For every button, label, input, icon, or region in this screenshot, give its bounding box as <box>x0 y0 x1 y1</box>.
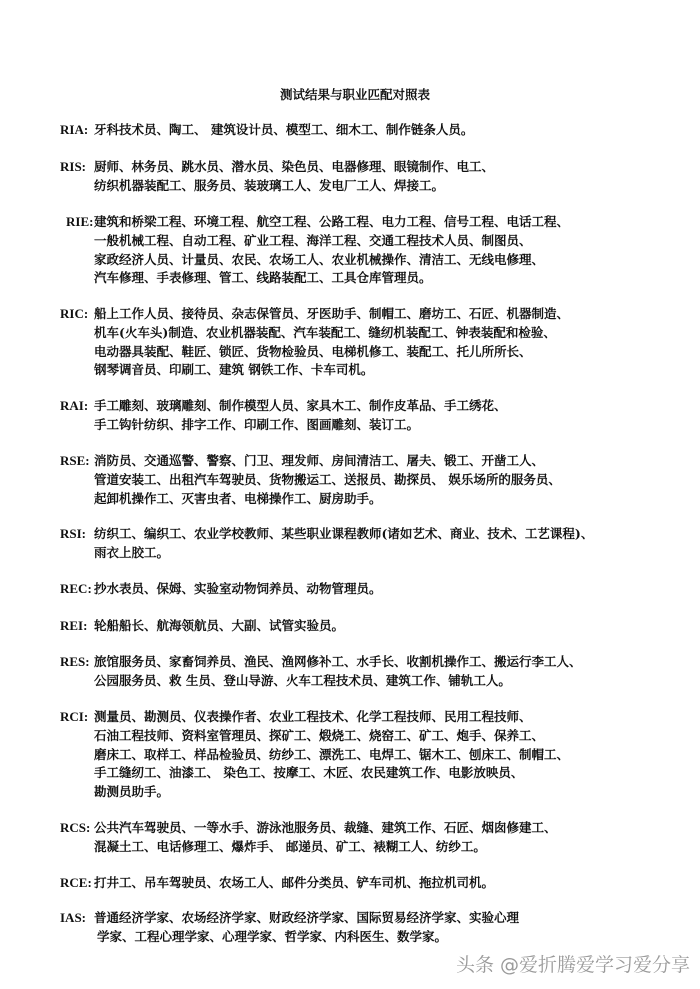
entry-code: REI: <box>60 618 88 633</box>
entry-text <box>94 158 494 196</box>
entry-code: RIS: <box>60 159 87 174</box>
entry-text <box>94 305 569 380</box>
entry-code: RSE: <box>60 453 90 468</box>
entry-line: 起卸机操作工、灭害虫者、电梯操作工、厨房助手。 <box>94 490 382 506</box>
entry-line: 纺织机器装配工、服务员、装玻璃工人、发电厂工人、焊接工。 <box>94 177 445 193</box>
entry-text <box>94 819 557 857</box>
entry-code: RIC: <box>60 306 89 321</box>
entry-line: 电动器具装配、鞋匠、锁匠、货物检验员、电梯机修工、装配工、托儿所所长、 <box>94 343 532 359</box>
entry-line: 汽车修理、手表修理、管工、线路装配工、工具仓库管理员。 <box>94 270 432 286</box>
entry-line: 厨师、林务员、跳水员、潜水员、染色员、电器修理、眼镜制作、电工、 <box>94 159 495 174</box>
entry-line: 手工雕刻、玻璃雕刻、制作模型人员、家具木工、制作皮革品、手工绣花、 <box>94 398 507 413</box>
entry-line: 混凝土工、电话修理工、爆炸手、 邮递员、矿工、裱糊工人、纺纱工。 <box>94 838 486 854</box>
entry-code: IAS: <box>60 910 87 925</box>
entry-line: 钢琴调音员、印刷工、建筑 钢铁工作、卡车司机。 <box>94 362 374 378</box>
entry-line: 石油工程技师、资料室管理员、探矿工、煅烧工、烧窑工、矿工、炮手、保养工、 <box>94 727 545 743</box>
entry-code: RES: <box>60 654 90 669</box>
entry-text <box>94 213 569 288</box>
entry-line: 轮船船长、航海领航员、大副、试管实验员。 <box>94 618 345 633</box>
entry-line: 一般机械工程、自动工程、矿业工程、海洋工程、交通工程技术人员、制图员、 <box>94 232 532 248</box>
entry-text <box>94 397 507 435</box>
entry-line: 测量员、勘测员、仪表操作者、农业工程技术、化学工程技师、民用工程技师、 <box>94 709 532 724</box>
entry-code: RIA: <box>60 122 89 137</box>
entry-text <box>94 525 593 563</box>
entry-code: RCI: <box>60 709 89 724</box>
entry-code: REC: <box>60 581 92 596</box>
entry-line: 学家、工程心理学家、心理学家、哲学家、内科医生、数学家。 <box>97 928 448 944</box>
entry-line: 纺织工、编织工、农业学校教师、某些职业课程教师(诸如艺术、商业、技术、工艺课程)、 <box>94 526 594 541</box>
entry-line: 打井工、吊车驾驶员、农场工人、邮件分类员、铲车司机、拖拉机司机。 <box>94 875 495 890</box>
entry-line: 家政经济人员、计量员、农民、农场工人、农业机械操作、清洁工、无线电修理、 <box>94 251 545 267</box>
entry-line: 抄水表员、保姆、实验室动物饲养员、动物管理员。 <box>94 581 382 596</box>
entry-text <box>94 580 382 599</box>
entry-text <box>94 708 569 802</box>
document-title: 测试结果与职业匹配对照表 <box>279 87 430 102</box>
entry-code: RIE: <box>66 214 94 229</box>
entry-line: 雨衣上胶工。 <box>94 544 170 560</box>
entry-line: 公共汽车驾驶员、一等水手、游泳池服务员、裁缝、建筑工作、石匠、烟囱修建工、 <box>94 820 557 835</box>
entry-text <box>94 874 494 893</box>
entry-code: RSI: <box>60 526 87 541</box>
entry-text <box>94 452 561 508</box>
entry-line: 建筑和桥梁工程、环境工程、航空工程、公路工程、电力工程、信号工程、电话工程、 <box>94 214 570 229</box>
entry-line: 磨床工、取样工、样品检验员、纺纱工、漂洗工、电焊工、锯木工、刨床工、制帽工、 <box>94 746 570 762</box>
entry-line: 牙科技术员、陶工、 建筑设计员、模型工、细木工、制作链条人员。 <box>94 122 474 137</box>
entry-line: 管道安装工、出租汽车驾驶员、货物搬运工、送报员、勘探员、 娱乐场所的服务员、 <box>94 471 561 487</box>
entry-line: 公园服务员、救 生员、登山导游、火车工程技术员、建筑工作、铺轨工人。 <box>94 672 511 688</box>
entry-text <box>94 617 344 636</box>
watermark-text: 头条 @爱折腾爱学习爱分享 <box>456 954 691 976</box>
entry-code: RCS: <box>60 820 91 835</box>
entry-code: RCE: <box>60 875 92 890</box>
entry-line: 消防员、交通巡警、警察、门卫、理发师、房间清洁工、屠夫、锻工、开凿工人、 <box>94 453 545 468</box>
entry-code: RAI: <box>60 398 89 413</box>
entry-line: 旅馆服务员、家畜饲养员、渔民、渔网修补工、水手长、收割机操作工、搬运行李工人、 <box>94 654 582 669</box>
entry-text <box>94 653 582 691</box>
entry-text <box>94 121 473 140</box>
entry-line: 勘测员助手。 <box>94 784 170 800</box>
entry-line: 机车(火车头)制造、农业机器装配、汽车装配工、缝纫机装配工、钟表装配和检验、 <box>94 324 556 340</box>
entry-line: 普通经济学家、农场经济学家、财政经济学家、国际贸易经济学家、实验心理 <box>94 910 520 925</box>
entry-text <box>94 909 519 947</box>
entry-line: 手工缝纫工、油漆工、 染色工、按摩工、木匠、农民建筑工作、电影放映员、 <box>94 765 524 781</box>
entry-line: 手工钩针纺织、排字工作、印刷工作、图画雕刻、装订工。 <box>94 416 420 432</box>
entry-line: 船上工作人员、接待员、杂志保管员、牙医助手、制帽工、磨坊工、石匠、机器制造、 <box>94 306 570 321</box>
